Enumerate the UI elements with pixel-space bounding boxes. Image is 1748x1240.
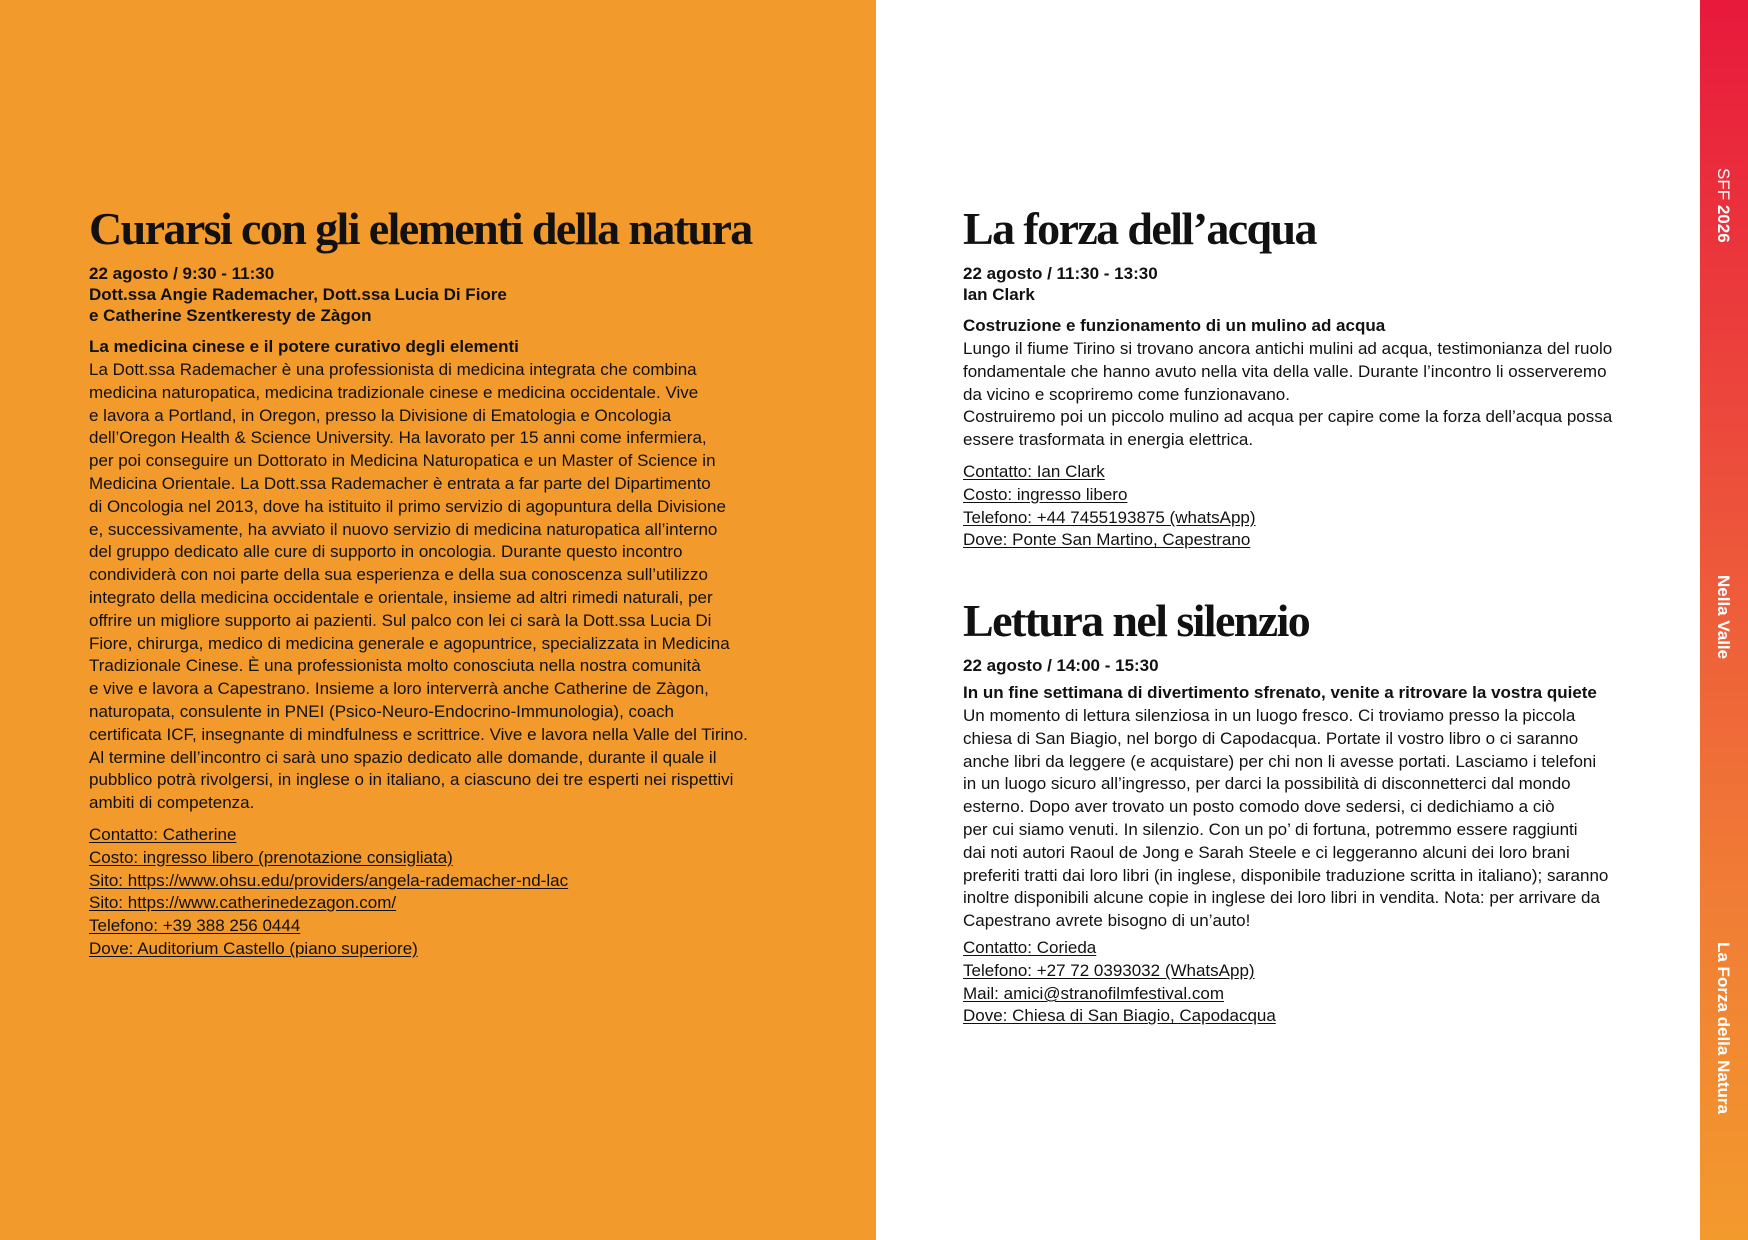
website-link[interactable]: Sito: https://www.catherinedezagon.com/ [89, 893, 397, 913]
event-datetime: 22 agosto / 9:30 - 11:30 [89, 264, 275, 284]
text-line: La Dott.ssa Rademacher è una professionista di medicina integrata che combina [89, 360, 697, 380]
text-line: preferiti tratti dai loro libri (in inglese, disponibile traduzione scritta in italiano); saranno [963, 865, 1609, 885]
text-line: Tradizionale Cinese. È una professionista molto conosciuta nella nostra comunità [89, 656, 701, 676]
text-line: per cui siamo venuti. In silenzio. Con un po’ di fortuna, potremmo essere raggiunti [963, 820, 1578, 840]
chapter-label [1713, 942, 1733, 1114]
cost-info[interactable]: Costo: ingresso libero [963, 484, 1128, 504]
text-line: chiesa di San Biagio, nel borgo di Capodacqua. Portate il vostro libro o ci saranno [963, 728, 1579, 748]
text-line: per poi conseguire un Dottorato in Medicina Naturopatica e un Master of Science in [89, 451, 716, 471]
event-curarsi [89, 205, 809, 961]
event-datetime: 22 agosto / 14:00 - 15:30 [963, 656, 1159, 676]
event-forza-acqua [963, 205, 1663, 552]
contact-link[interactable]: Contatto: Ian Clark [963, 462, 1105, 482]
text-line: e vive e lavora a Capestrano. Insieme a loro interverrà anche Catherine de Zàgon, [89, 679, 709, 699]
location-link[interactable]: Dove: Ponte San Martino, Capestrano [963, 530, 1251, 550]
cost-info[interactable]: Costo: ingresso libero (prenotazione consigliata) [89, 847, 453, 867]
phone-link[interactable]: Telefono: +39 388 256 0444 [89, 916, 301, 936]
event-description [963, 705, 1663, 933]
contact-link[interactable]: Contatto: Corieda [963, 938, 1097, 958]
text-line: condividerà con noi parte della sua esperienza e della sua conoscenza sull’utilizzo [89, 565, 708, 585]
event-speakers: Dott.ssa Angie Rademacher, Dott.ssa Lucia Di Fiore [89, 285, 507, 305]
text-line: Al termine dell’incontro ci sarà uno spazio dedicato alle domande, durante il quale il [89, 747, 717, 767]
text-line: Medicina Orientale. La Dott.ssa Rademacher è entrata a far parte del Dipartimento [89, 474, 711, 494]
phone-link[interactable]: Telefono: +44 7455193875 (whatsApp) [963, 507, 1256, 527]
text-line: Lungo il fiume Tirino si trovano ancora antichi mulini ad acqua, testimonianza del ruolo [963, 339, 1613, 359]
event-contacts [963, 937, 1663, 1028]
text-line: anche libri da leggere (e acquistare) per chi non li avesse portati. Lasciamo i telefoni [963, 751, 1597, 771]
text-line: inoltre disponibili alcune copie in inglese dei loro libri in vendita. Nota: per arrivare da [963, 888, 1600, 908]
event-subtitle: Costruzione e funzionamento di un mulino ad acqua [963, 316, 1386, 336]
text-line: integrato della medicina occidentale e orientale, insieme ad altri rimedi naturali, per [89, 588, 713, 608]
text-line: certificata ICF, insegnante di mindfulness e scrittrice. Vive e lavora nella Valle del Tirino. [89, 724, 748, 744]
event-contacts [963, 461, 1663, 552]
website-link[interactable]: Sito: https://www.ohsu.edu/providers/angela-rademacher-nd-lac [89, 870, 569, 890]
location-link[interactable]: Dove: Auditorium Castello (piano superiore) [89, 939, 418, 959]
festival-year: 2026 [1714, 204, 1733, 243]
text-line: Costruiremo poi un piccolo mulino ad acqua per capire come la forza dell’acqua possa [963, 407, 1613, 427]
section-label [1713, 575, 1733, 659]
festival-label [1713, 168, 1733, 243]
email-link[interactable]: Mail: amici@stranofilmfestival.com [963, 983, 1224, 1003]
text-line: in un luogo sicuro all’ingresso, per darci la possibilità di disconnetterci dal mondo [963, 774, 1571, 794]
event-description [89, 359, 809, 815]
location-link[interactable]: Dove: Chiesa di San Biagio, Capodacqua [963, 1006, 1276, 1026]
text-line: del gruppo dedicato alle cure di supporto in oncologia. Durante questo incontro [89, 542, 683, 562]
text-line: Fiore, chirurga, medico di medicina generale e agopuntrice, specializzata in Medicina [89, 633, 730, 653]
text-line: Un momento di lettura silenziosa in un luogo fresco. Ci troviamo presso la piccola [963, 706, 1576, 726]
festival-prefix: SFF [1714, 168, 1733, 205]
event-lettura-silenzio [963, 597, 1663, 1028]
text-line: e lavora a Portland, in Oregon, presso la Divisione di Ematologia e Oncologia [89, 405, 672, 425]
text-line: naturopata, consulente in PNEI (Psico-Neuro-Endocrino-Immunologia), coach [89, 702, 674, 722]
event-title: Curarsi con gli elementi della natura [89, 203, 752, 254]
event-speakers: e Catherine Szentkeresty de Zàgon [89, 306, 372, 326]
text-line: dai noti autori Raoul de Jong e Sarah Steele e ci leggeranno alcuni dei loro brani [963, 842, 1570, 862]
chapter-name: La Forza della Natura [1714, 942, 1733, 1114]
text-line: fondamentale che hanno avuto nella vita della valle. Durante l’incontro li osserveremo [963, 361, 1607, 381]
text-line: pubblico potrà rivolgersi, in inglese o in italiano, a ciascuno dei tre esperti nei rispettivi [89, 770, 734, 790]
phone-link[interactable]: Telefono: +27 72 0393032 (WhatsApp) [963, 960, 1255, 980]
text-line: e, successivamente, ha avviato il nuovo servizio di medicina naturopatica all’interno [89, 519, 718, 539]
event-contacts [89, 824, 809, 961]
text-line: da vicino e scopriremo come funzionavano. [963, 384, 1290, 404]
text-line: essere trasformata in energia elettrica. [963, 430, 1254, 450]
text-line: medicina naturopatica, medicina tradizionale cinese e medicina occidentale. Vive [89, 382, 699, 402]
text-line: offrire un migliore supporto ai pazienti. Sul palco con lei ci sarà la Dott.ssa Lucia Di [89, 610, 712, 630]
event-description [963, 338, 1663, 452]
event-title: La forza dell’acqua [963, 203, 1316, 254]
text-line: esterno. Dopo aver trovato un posto comodo dove sedersi, ci dedichiamo a ciò [963, 797, 1555, 817]
event-speakers: Ian Clark [963, 285, 1035, 305]
text-line: dell’Oregon Health & Science University. Ha lavorato per 15 anni come infermiera, [89, 428, 707, 448]
text-line: ambiti di competenza. [89, 793, 255, 813]
text-line: di Oncologia nel 2013, dove ha istituito il primo servizio di agopuntura della Divisione [89, 496, 726, 516]
event-subtitle: La medicina cinese e il potere curativo degli elementi [89, 337, 519, 357]
text-line: Capestrano avrete bisogno di un’auto! [963, 911, 1251, 931]
event-subtitle: In un fine settimana di divertimento sfrenato, venite a ritrovare la vostra quiete [963, 683, 1597, 703]
event-title: Lettura nel silenzio [963, 595, 1310, 646]
contact-link[interactable]: Contatto: Catherine [89, 825, 237, 845]
section-name: Nella Valle [1714, 575, 1733, 660]
event-datetime: 22 agosto / 11:30 - 13:30 [963, 264, 1158, 284]
